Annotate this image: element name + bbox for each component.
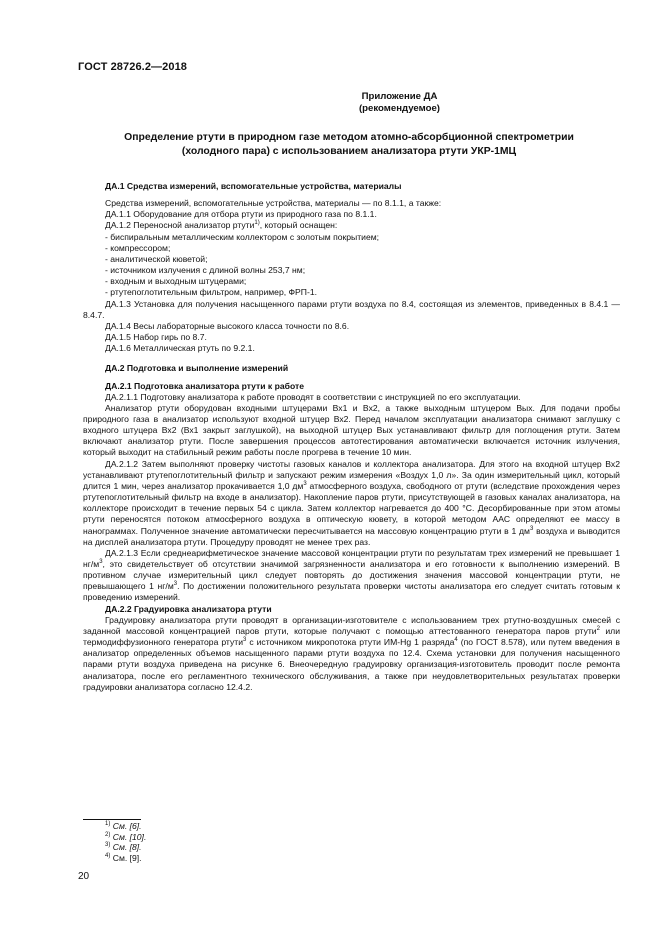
clause-da-2-2-text <box>83 615 620 693</box>
section-da2-heading: ДА.2 Подготовка и выполнение измерений <box>105 363 289 374</box>
annex-title: Приложение ДА <box>361 91 438 102</box>
clause-da-2-2-part-2: или термодиффузионного генератора ртути <box>83 625 620 648</box>
subsection-da-2-2-heading: ДА.2.2 Градуировка анализатора ртути <box>105 603 272 614</box>
footnote-ref-3: 3 <box>243 637 247 644</box>
footnotes <box>105 821 146 863</box>
clause-da-1-2-tail: , который оснащен: <box>259 220 338 231</box>
clause-da-2-1-3-part-2: , это свидетельствует об отсутствии значимой загрязненности анализатора и его готовности к выполнению измерений. В противном случае измерительный цикл следует повторять до достижения значения массовой концентрации ртути, не превышающего 1 нг/м <box>83 559 620 592</box>
clause-da-2-1-2-part-1: ДА.2.1.2 Затем выполняют проверку чистоты газовых каналов и коллектора анализатора. Для этого на входной штуцер Вх2 устанавливают ртутепоглотительный фильтр и запускают режим измерения «Воздух 1,0 л». За один измерительный цикл, который длится 1 мин, через анализатор прокачивается 1,0 дм <box>83 458 620 491</box>
clause-da-2-1-3-part-1: ДА.2.1.3 Если среднеарифметическое значение массовой концентрации ртути по результатам трех измерений не превышает 1 нг/м <box>83 547 620 569</box>
footnote-divider <box>83 819 141 820</box>
clause-da-2-1-2-part-2: атмосферного воздуха, свободного от ртути (вследствие прохождения через ртутепоглотительный фильтр на входе в анализатор). Накопление паров ртути, присутствующей в газовых каналах анализатора, на коллекторе происходит в течение первых 54 с цикла. Затем коллектор нагревается до 400 °С. Десорбированные при этом атомы ртути переносятся потоком атмосферного воздуха в оптическую кювету, в которой методом ААС определяют ее массу в нанограммах. Полученное значение автоматически пересчитывается на массовую концентрацию ртути в 1 дм <box>83 480 621 536</box>
document-title <box>78 131 620 158</box>
footnote-mark: 3) <box>105 842 111 848</box>
equipment-list-item: - компрессором; <box>105 242 171 253</box>
page-number: 20 <box>78 871 90 882</box>
equipment-list-item: - аналитической кюветой; <box>105 253 208 264</box>
clause-da-2-1-2 <box>83 459 620 548</box>
annex-status: (рекомендуемое) <box>358 103 440 114</box>
clause-da-1-2 <box>83 220 620 231</box>
clause-da-2-2-part-4: (по ГОСТ 8.578), или путем введения в анализатор определенных объемов насыщенного парами ртути воздуха по 12.4. Схема установки для получения насыщенного парами ртути воздуха приведена на рисунке 6. Внеочередную градуировку организация-изготовитель проводит после ремонта анализатора, после его регламентного технического обслуживания, а также при неудовлетворительных результатах проверки градуировки анализатора согласно 12.4.2. <box>83 637 620 692</box>
footnote-mark: 2) <box>105 831 111 838</box>
document-title-line-2: (холодного пара) с использованием анализатора ртути УКР-1МЦ <box>181 145 517 157</box>
document-title-line-1: Определение ртути в природном газе методом атомно-абсорбционной спектрометрии <box>124 132 574 143</box>
annex-heading <box>78 91 661 115</box>
document-body <box>83 181 620 693</box>
footnote-ref-1: 1) <box>254 220 260 227</box>
footnote-mark: 1) <box>105 821 111 827</box>
footnote-mark: 4) <box>105 852 111 859</box>
clause-da-1-3: ДА.1.3 Установка для получения насыщенного парами ртути воздуха по 8.4, состоящая из элементов, приведенных в 8.4.1 — 8.4.7. <box>83 298 620 320</box>
section-da1-intro: Средства измерений, вспомогательные устройства, материалы — по 8.1.1, а также: <box>105 198 442 209</box>
clause-da-2-2-part-1: Градуировку анализатора ртути проводят в организации-изготовителе с использованием трех ртутно-воздушных смесей с заданной массовой концентрацией паров ртути, которые получают с помощью аттестованного генератора паров ртути <box>83 614 620 636</box>
footnote-text: См. [9]. <box>112 852 142 863</box>
clause-da-2-2-part-3: с источником микропотока ртути ИМ-Hg 1 разряда <box>246 637 455 648</box>
clause-da-1-6: ДА.1.6 Металлическая ртуть по 9.2.1. <box>105 343 255 354</box>
equipment-list-item: - источником излучения с длиной волны 253,7 нм; <box>105 265 306 276</box>
clause-da-2-1-1-details: Анализатор ртути оборудован входными штуцерами Вх1 и Вх2, а также выходным штуцером Вых. Для подачи пробы природного газа в анализатор используют входной штуцер Вх2. Перед началом эксплуатации анализатора снимают заглушку с входного штуцера Вх2 (Вх1 закрыт заглушкой), на выходной штуцер Вых устанавливают фильтр для поглощения ртути. Затем включают анализатор ртути. После завершения процессов автотестирования автоматически включается источник излучения, который выходит на стабильный режим работы после прогрева в течение 10 мин. <box>83 402 620 458</box>
superscript: 3 <box>99 559 103 565</box>
footnote <box>105 821 146 832</box>
clause-da-1-2-text: ДА.1.2 Переносной анализатор ртути <box>105 220 255 231</box>
clause-da-2-1-2-part-3: воздуха и выводится на дисплей анализатора ртути. Процедуру проводят не менее трех раз. <box>83 525 620 547</box>
section-da1-heading: ДА.1 Средства измерений, вспомогательные устройства, материалы <box>105 181 402 191</box>
superscript: 3 <box>303 480 307 487</box>
clause-da-2-1-3 <box>83 548 620 604</box>
footnote-ref-4: 4 <box>454 637 458 644</box>
footnote-text: См. [6]. <box>112 821 142 831</box>
footnote <box>105 842 146 853</box>
footnote-ref-2: 2 <box>596 625 600 632</box>
standard-code: ГОСТ 28726.2—2018 <box>78 61 188 73</box>
footnote <box>105 832 146 843</box>
clause-da-1-5: ДА.1.5 Набор гирь по 8.7. <box>105 332 207 343</box>
equipment-list-item: - входным и выходным штуцерами; <box>105 276 247 287</box>
footnote <box>105 853 146 864</box>
clause-da-1-4: ДА.1.4 Весы лабораторные высокого класса точности по 8.6. <box>105 320 350 331</box>
footnote-text: См. [10]. <box>112 831 147 842</box>
clause-da-1-1: ДА.1.1 Оборудование для отбора ртути из природного газа по 8.1.1. <box>105 209 377 220</box>
superscript: 3 <box>529 525 534 532</box>
equipment-list-item: - ртутепоглотительным фильтром, например, ФРП-1. <box>105 287 317 298</box>
clause-da-2-1-3-part-3: . По достижении положительного результата проверки чистоты анализатора его следует считать готовым к проведению измерений. <box>83 581 620 603</box>
superscript: 3 <box>173 581 178 588</box>
subsection-da-2-1-heading: ДА.2.1 Подготовка анализатора ртути к работе <box>105 380 304 391</box>
clause-da-2-1-1: ДА.2.1.1 Подготовку анализатора к работе проводят в соответствии с инструкцией по его эксплуатации. <box>105 391 521 402</box>
equipment-list-item: - биспиральным металлическим коллектором с золотым покрытием; <box>105 231 380 242</box>
footnote-text: См. [8]. <box>112 842 142 852</box>
